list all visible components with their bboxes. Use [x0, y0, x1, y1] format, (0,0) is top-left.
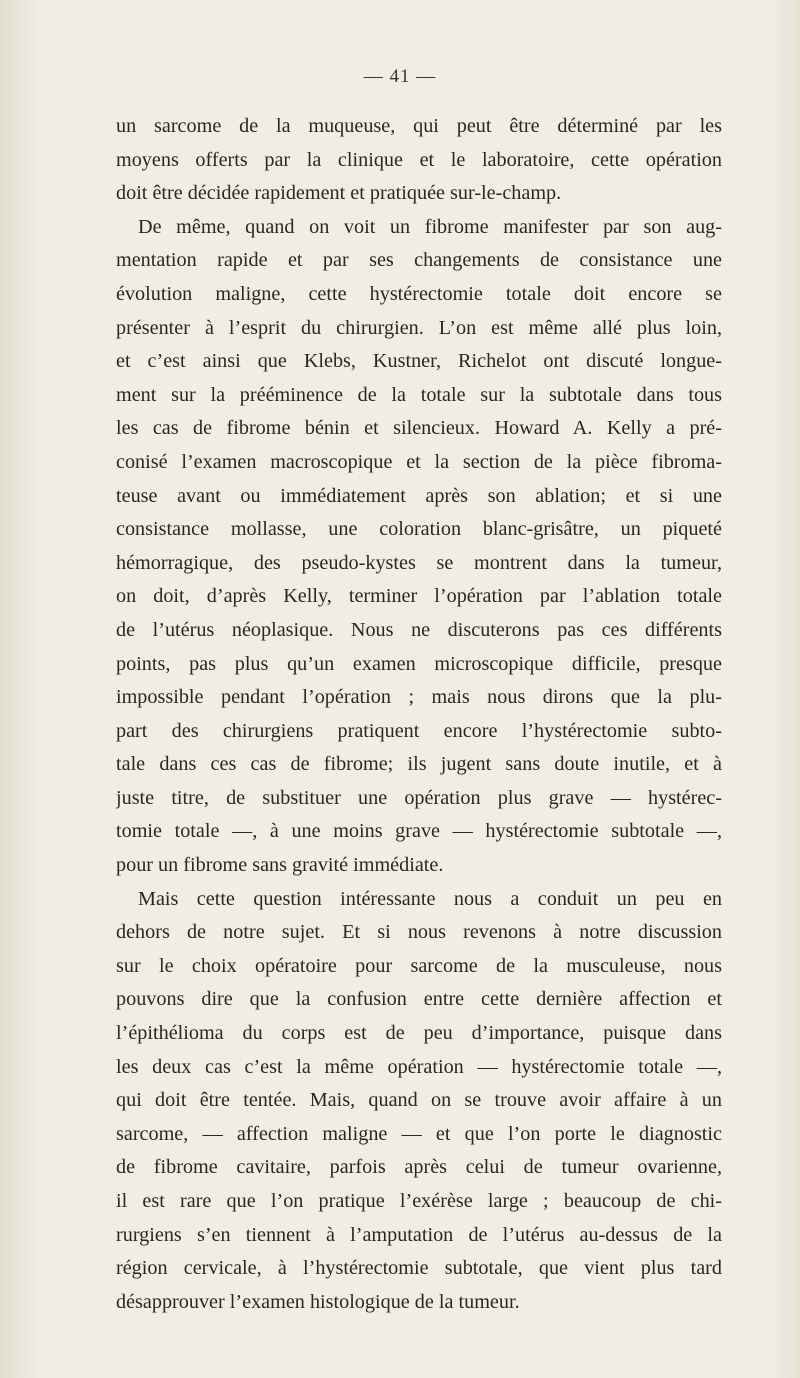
text-line: impossible pendant l’opération ; mais nous dirons que la plu- — [116, 686, 722, 709]
text-line: il est rare que l’on pratique l’exérèse large ; beaucoup de chi- — [116, 1190, 722, 1212]
text-line: part des chirurgiens pratiquent encore l’hystérectomie subto- — [116, 719, 722, 742]
text-line: les deux cas c’est la même opération — hystérectomie totale —, — [116, 1055, 722, 1078]
text-line: juste titre, de substituer une opération plus grave — hystérec- — [116, 786, 722, 809]
text-line: désapprouver l’examen histologique de la tumeur. — [116, 1290, 520, 1313]
text-line: Mais cette question intéressante nous a conduit un peu en — [138, 887, 722, 910]
text-line: on doit, d’après Kelly, terminer l’opération par l’ablation totale — [116, 585, 722, 608]
text-line: qui doit être tentée. Mais, quand on se trouve avoir affaire à un — [116, 1089, 722, 1112]
text-line: un sarcome de la muqueuse, qui peut être déterminé par les — [116, 115, 722, 137]
text-line: présenter à l’esprit du chirurgien. L’on est même allé plus loin, — [116, 316, 722, 339]
text-line: doit être décidée rapidement et pratiquée sur-le-champ. — [116, 182, 562, 205]
text-line: moyens offerts par la clinique et le laboratoire, cette opération — [116, 148, 722, 171]
text-line: sarcome, — affection maligne — et que l’on porte le diagnostic — [116, 1122, 722, 1145]
text-line: mentation rapide et par ses changements de consistance une — [116, 249, 722, 272]
text-line: évolution maligne, cette hystérectomie totale doit encore se — [116, 282, 722, 305]
text-line: de l’utérus néoplasique. Nous ne discuterons pas ces différents — [116, 618, 722, 641]
body-text — [116, 110, 722, 1319]
text-line: sur le choix opératoire pour sarcome de la musculeuse, nous — [116, 954, 722, 977]
text-line: de fibrome cavitaire, parfois après celui de tumeur ovarienne, — [116, 1156, 722, 1179]
text-line: consistance mollasse, une coloration blanc-grisâtre, un piqueté — [116, 518, 722, 541]
text-line: points, pas plus qu’un examen microscopique difficile, presque — [116, 652, 722, 675]
text-line: hémorragique, des pseudo-kystes se montrent dans la tumeur, — [116, 551, 722, 574]
text-line: teuse avant ou immédiatement après son ablation; et si une — [116, 484, 722, 507]
text-line: rurgiens s’en tiennent à l’amputation de l’utérus au-dessus de la — [116, 1223, 722, 1246]
text-line: et c’est ainsi que Klebs, Kustner, Richelot ont discuté longue- — [116, 350, 722, 373]
text-line: conisé l’examen macroscopique et la section de la pièce fibroma- — [116, 450, 722, 473]
text-line: dehors de notre sujet. Et si nous revenons à notre discussion — [116, 921, 722, 944]
text-line: tale dans ces cas de fibrome; ils jugent sans doute inutile, et à — [116, 753, 722, 776]
text-line: tomie totale —, à une moins grave — hystérectomie subtotale —, — [116, 820, 722, 843]
page-number: — 41 — — [363, 66, 437, 87]
text-line: les cas de fibrome bénin et silencieux. Howard A. Kelly a pré- — [116, 417, 722, 440]
text-line: De même, quand on voit un fibrome manifester par son aug- — [138, 215, 722, 238]
text-line: région cervicale, à l’hystérectomie subtotale, que vient plus tard — [116, 1257, 722, 1280]
text-line: l’épithélioma du corps est de peu d’importance, puisque dans — [116, 1022, 722, 1045]
text-line: pour un fibrome sans gravité immédiate. — [116, 854, 444, 877]
text-line: ment sur la prééminence de la totale sur la subtotale dans tous — [116, 383, 722, 406]
text-line: pouvons dire que la confusion entre cette dernière affection et — [116, 988, 722, 1011]
